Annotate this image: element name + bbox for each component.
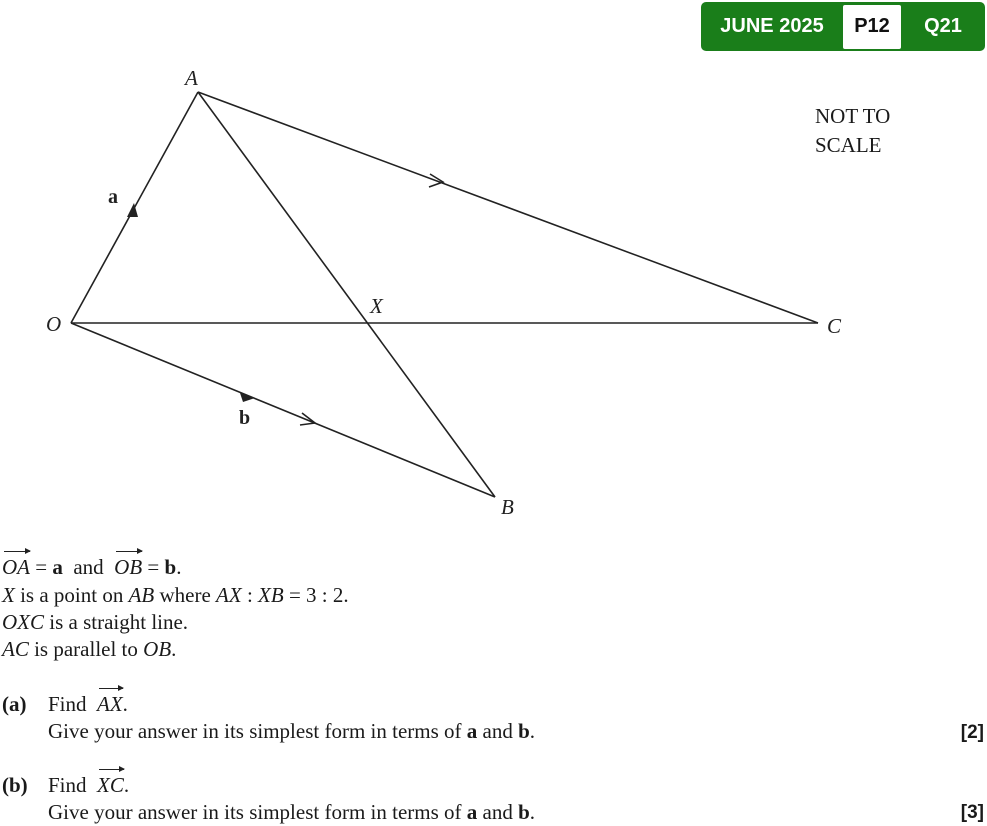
given-line-4: AC is parallel to OB. [2, 637, 177, 661]
part-b-heading: (b) Find XC. [2, 773, 130, 797]
vector-label-b: b [239, 407, 251, 429]
vector-arrow-b [240, 393, 255, 402]
point-label-X: X [370, 294, 383, 318]
vector-AX: AX [97, 692, 123, 716]
badge-paper: P12 [843, 5, 901, 49]
given-line-3: OXC is a straight line. [2, 610, 189, 634]
part-b-marks: [3] [960, 802, 984, 823]
vector-XC: XC [97, 773, 124, 797]
vector-OB: OB [114, 555, 143, 579]
badge-question: Q21 [924, 15, 962, 37]
part-a-marks: [2] [960, 722, 984, 743]
part-b-label: (b) [2, 773, 28, 797]
not-to-scale-note [815, 102, 890, 160]
part-b-instruction: Give your answer in its simplest form in terms of a and b. [48, 800, 536, 824]
point-label-O: O [46, 312, 62, 336]
segment-AC [198, 92, 818, 323]
given-line-1: OA = a and OB = b. [2, 555, 182, 579]
given-line-2: X is a point on AB where AX : XB = 3 : 2. [2, 583, 349, 607]
vector-label-a: a [108, 186, 118, 208]
vector-OA: OA [2, 555, 30, 579]
part-a-label: (a) [2, 692, 27, 716]
point-label-C: C [827, 314, 842, 338]
badge-session: JUNE 2025 [720, 15, 824, 37]
parallel-arrow-OB [300, 413, 315, 425]
point-label-B: B [501, 495, 514, 519]
part-a-instruction: Give your answer in its simplest form in terms of a and b. [48, 719, 536, 743]
note-line-2: SCALE [815, 133, 882, 157]
note-line-1: NOT TO [815, 104, 891, 128]
point-label-A: A [185, 66, 198, 90]
part-a-heading: (a) Find AX. [2, 692, 128, 716]
